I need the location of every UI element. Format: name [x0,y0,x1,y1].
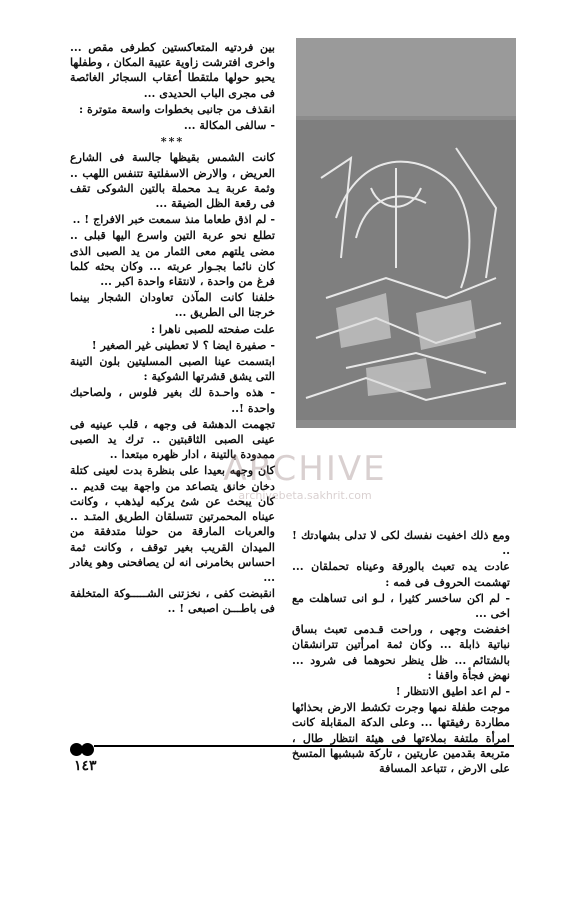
section-separator: *** [160,134,185,149]
paragraph: انقذف من جانبى بخطوات واسعة متوترة : [78,101,275,116]
paragraph: تطلع نحو عربة التين واسرع اليها قبلى .. مضى يلتهم معى الثمار من يد الصبى الذى كان نائما بجـوار عربته ... وكان بحثه كلما فرغ من واحدة ، لانتقاء واحدة اكبر ... [70,228,275,289]
paragraph: انقبضت كفى ، نخزتنى الشـــــوكة المتخلفة فى باطـــن اصبعى ! .. [70,586,275,616]
paragraph: - لم اكن ساخسر كثيرا ، لـو انى تساهلت مع اخى ... [292,590,510,621]
page-number: ١٤٣ [74,758,97,774]
paragraph: بين فردتيه المتعاكستين كطرفى مقص ... واخرى افترشت زاوية عتيبة المكان ، وطفلها يحبو حولها ملتقطا أعقاب السجائر الغائصة فى مجرى الباب الحديدى ... [70,40,275,100]
paragraph: - هذه واحـدة لك بغير فلوس ، ولصاحبك واحدة !.. [70,385,275,415]
watermark-url: archivebeta.sakhrit.com [238,489,372,502]
watermark-text: ARCHIVE [223,449,387,489]
paragraph: تجهمت الدهشة فى وجهه ، قلب عينيه فى عينى الصبى الثاقبتين .. ترك يد الصبى ممدودة بالتينة ، ادار ظهره مبتعدا .. [70,416,275,462]
paragraph: كانت الشمس بقيظها جالسة فى الشارع العريض ، والارض الاسفلتية تتنفس اللهب .. وثمة عربة يـد محملة بالتين الشوكى تقف فى رقعة الظل الضيقة ... [70,150,275,211]
paragraph: اخفضت وجهى ، وراحت قـدمى تعبث بساق نباتية ذابلة ... وكان ثمة امرأتين تترانشقان بالشتائم ... ظل ينظر نحوهما فى شرود ... نهض فجأة واقفا : [292,622,510,682]
right-column [292,528,510,777]
paragraph: عادت يده تعبث بالورقة وعيناه تحملقان ... تهشمت الحروف فى فمه : [292,559,510,589]
paragraph: ابتسمت عينا الصبى المسليتين بلون التينة التى يشق قشرتها الشوكية : [70,354,275,384]
left-column [70,40,275,618]
dot-icon [81,743,94,756]
paragraph: - سالفى المكالة ... [183,118,275,133]
illustration [296,38,516,428]
paragraph: موجت طفلة نمها وجرت تكشط الارض بحذائها مطاردة رفيقتها ... وعلى الدكة المقابلة كانت امرأة ملتفة بملاءتها فى هيئة انتظار طال ، متربعة بقدمين عاريتين ، تاركة شبشبها المتسخ على الارض ، تتباعد المسافة [292,700,510,776]
paragraph: كان وجهه بعيدا على بنظرة بدت لعينى كتلة دخان خانق يتصاعد من واجهة بيت قديم .. كان يبحث عن شئ يركبه ليذهب ، وكانت عيناه المحمرتين تتسلقان الطريق المتـد .. والعربات المارقة من حولنا متدفقة من الميدان القريب بغير توقف ، وكانت ثمة احساس بخامرنى انه لن يصافحنى وهو يغادر ... [70,463,275,584]
footer-rule [94,745,514,747]
paragraph: - صفيرة ايضا ؟ لا تعطينى غير الصغير ! [91,337,275,352]
paragraph: - لم اعد اطيق الانتظار ! [395,684,510,699]
paragraph: علت صفحته للصبى ناهرا : [150,321,275,336]
illustration-drawing [296,38,516,428]
paragraph: ومع ذلك اخفيت نفسك لكى لا تدلى بشهادتك ! .. [292,528,510,558]
paragraph: خلفنا كانت المآذن تعاودان الشجار بينما خرجنا الى الطريق ... [70,290,275,320]
paragraph: - لم اذق طعاما منذ سمعت خبر الافراج ! .. [72,212,275,227]
